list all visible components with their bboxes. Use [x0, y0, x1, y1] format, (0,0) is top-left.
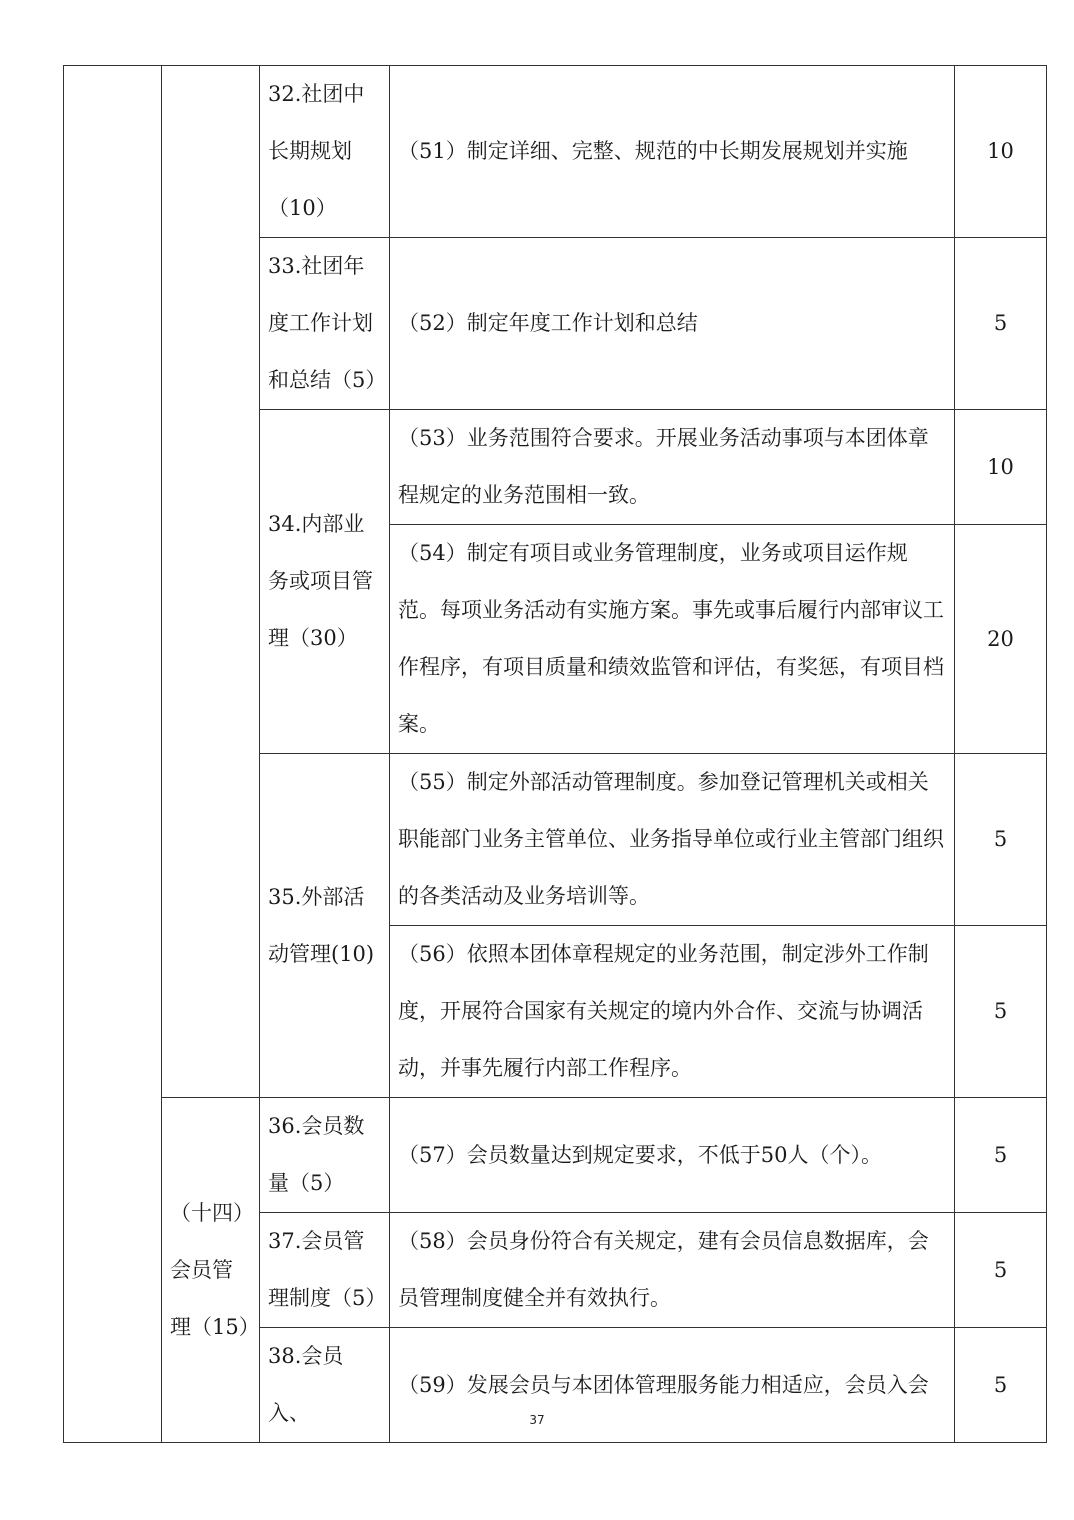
content-cell: （51）制定详细、完整、规范的中长期发展规划并实施	[390, 66, 955, 238]
score-cell: 20	[955, 525, 1047, 754]
score-cell: 10	[955, 66, 1047, 238]
content-cell: （54）制定有项目或业务管理制度，业务或项目运作规范。每项业务活动有实施方案。事先或事后履行内部审议工作程序，有项目质量和绩效监管和评估，有奖惩，有项目档案。	[390, 525, 955, 754]
empty-column-cell	[64, 66, 162, 1443]
item-cell: 34.内部业务或项目管理（30）	[260, 410, 390, 754]
score-cell: 5	[955, 1213, 1047, 1328]
content-cell: （58）会员身份符合有关规定，建有会员信息数据库，会员管理制度健全并有效执行。	[390, 1213, 955, 1328]
evaluation-table	[63, 65, 1047, 1443]
category-cell: （十四）会员管理（15）	[162, 1098, 260, 1443]
table-row	[64, 1098, 1047, 1213]
item-cell: 36.会员数量（5）	[260, 1098, 390, 1213]
score-cell: 5	[955, 1328, 1047, 1443]
page-number: 37	[529, 1413, 545, 1427]
score-cell: 5	[955, 754, 1047, 926]
item-cell: 35.外部活动管理(10)	[260, 754, 390, 1098]
item-cell: 37.会员管理制度（5）	[260, 1213, 390, 1328]
score-cell: 10	[955, 410, 1047, 525]
table-row	[64, 66, 1047, 238]
score-cell: 5	[955, 1098, 1047, 1213]
empty-category-cell	[162, 66, 260, 1098]
content-cell: （52）制定年度工作计划和总结	[390, 238, 955, 410]
content-cell: （57）会员数量达到规定要求，不低于50人（个）。	[390, 1098, 955, 1213]
score-cell: 5	[955, 926, 1047, 1098]
content-cell: （56）依照本团体章程规定的业务范围，制定涉外工作制度，开展符合国家有关规定的境内外合作、交流与协调活动，并事先履行内部工作程序。	[390, 926, 955, 1098]
content-cell: （55）制定外部活动管理制度。参加登记管理机关或相关职能部门业务主管单位、业务指导单位或行业主管部门组织的各类活动及业务培训等。	[390, 754, 955, 926]
content-cell: （59）发展会员与本团体管理服务能力相适应，会员入会	[390, 1328, 955, 1443]
item-cell: 33.社团年度工作计划和总结（5）	[260, 238, 390, 410]
content-cell: （53）业务范围符合要求。开展业务活动事项与本团体章程规定的业务范围相一致。	[390, 410, 955, 525]
item-cell: 38.会员入、	[260, 1328, 390, 1443]
score-cell: 5	[955, 238, 1047, 410]
item-cell: 32.社团中长期规划（10）	[260, 66, 390, 238]
